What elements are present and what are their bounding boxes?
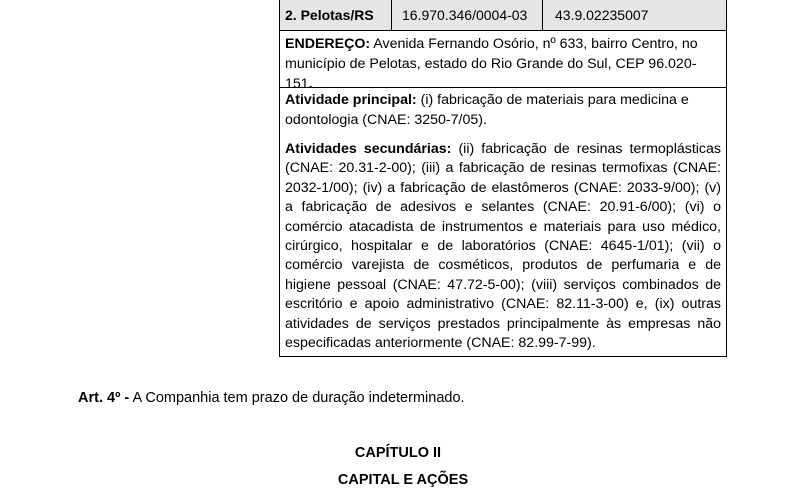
branch-city-cell: 2. Pelotas/RS	[280, 0, 392, 30]
article-label: Art. 4º -	[78, 390, 130, 406]
branch-cnpj-cell: 16.970.346/0004-03	[392, 0, 543, 30]
activities-block	[280, 88, 726, 356]
address-period: .	[308, 76, 313, 92]
main-activity-text: (i) fabricação de materiais para medicina e odontologia (CNAE: 3250-7/05).	[285, 92, 689, 128]
article-4	[78, 388, 465, 408]
branch-nire-cell: 43.9.02235007	[555, 7, 649, 23]
branch-header-row	[280, 0, 726, 31]
secondary-activities-label: Atividades secundárias:	[285, 141, 452, 157]
secondary-activities-text: (ii) fabricação de resinas termoplásticas (CNAE: 20.31-2-00); (iii) a fabricação de resinas termofixas (CNAE: 2032-1/00); (iv) a fabricação de elastômeros (CNAE: 2033-9/00); (v) a fabricação de adesivos e selantes (CNAE: 20.91-6/00); (vi) o comércio atacadista de instrumentos e materiais para uso médico, cirúrgico, hospitalar e de laboratórios (CNAE: 4645-1/01); (vii) o comércio varejista de cosméticos, produtos de perfumaria e de higiene pessoal (CNAE: 47.72-5-00); (viii) serviços combinados de escritório e apoio administrativo (CNAE: 82.11-3-00) e, (ix) outras atividades de serviços prestados principalmente às empresas não especificadas anteriormente (CNAE: 82.99-7-99).	[285, 141, 722, 352]
main-activity-label: Atividade principal:	[285, 92, 417, 108]
article-text: A Companhia tem prazo de duração indeterminado.	[129, 390, 465, 406]
secondary-activities	[285, 140, 721, 353]
address-label: ENDEREÇO:	[285, 36, 371, 52]
branch-table	[279, 0, 727, 357]
chapter-title: CAPITAL E AÇÕES	[337, 472, 469, 488]
chapter-number: CAPÍTULO II	[354, 445, 442, 461]
main-activity	[285, 90, 721, 130]
address-block	[280, 31, 726, 92]
address-text: Avenida Fernando Osório, nº 633, bairro Centro, no município de Pelotas, estado do Rio Grande do Sul, CEP 96.020-151	[285, 36, 698, 92]
